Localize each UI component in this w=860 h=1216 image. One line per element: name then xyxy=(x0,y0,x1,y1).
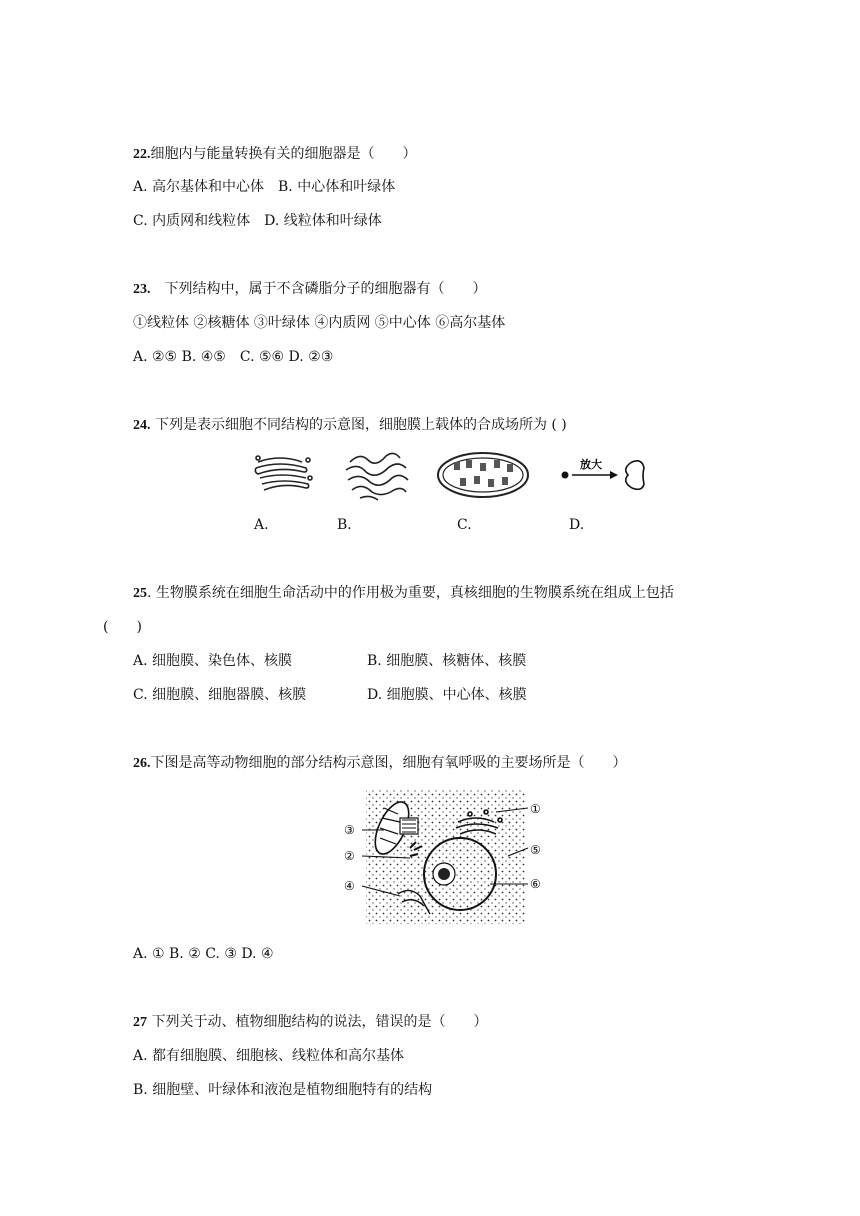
q26-options: A. ① B. ② C. ③ D. ④ xyxy=(133,946,274,962)
cell-label-3: ③ xyxy=(344,823,355,837)
q23-items: ①线粒体 ②核糖体 ③叶绿体 ④内质网 ⑤中心体 ⑥高尔基体 xyxy=(133,315,506,331)
q25-stem-text: . 生物膜系统在细胞生命活动中的作用极为重要，真核细胞的生物膜系统在组成上包括 xyxy=(147,585,674,601)
cell-label-5: ⑤ xyxy=(530,843,541,857)
cell-label-6: ⑥ xyxy=(530,877,541,891)
magnify-arrow-label: 放大 xyxy=(580,458,602,471)
q22-options-cd: C. 内质网和线粒体 D. 线粒体和叶绿体 xyxy=(133,213,382,229)
q25-paren: ( ) xyxy=(103,619,142,635)
golgi-apparatus-diagram xyxy=(255,456,312,490)
q24-figure xyxy=(250,448,670,508)
q27-stem xyxy=(133,1012,487,1033)
q27-option-a: A. 都有细胞膜、细胞核、线粒体和高尔基体 xyxy=(133,1048,405,1064)
q23-number: 23. xyxy=(133,282,151,297)
cell-label-2: ② xyxy=(344,849,355,863)
q22-options-ab: A. 高尔基体和中心体 B. 中心体和叶绿体 xyxy=(133,179,396,195)
q24-label-d: D. xyxy=(569,517,585,533)
q26-number: 26. xyxy=(133,756,151,771)
q26-stem xyxy=(133,753,627,774)
animal-cell-figure xyxy=(340,786,550,928)
q24-stem xyxy=(133,415,567,436)
q25-number: 25 xyxy=(133,586,147,601)
q25-option-c: C. 细胞膜、细胞器膜、核膜 xyxy=(133,687,307,703)
q25-option-a: A. 细胞膜、染色体、核膜 xyxy=(133,653,293,669)
nucleus-diagram xyxy=(424,838,496,910)
q25-option-b: B. 细胞膜、核糖体、核膜 xyxy=(367,653,527,669)
q22-stem-text: 细胞内与能量转换有关的细胞器是（ ） xyxy=(150,146,417,162)
q23-stem xyxy=(133,279,487,300)
chloroplast-diagram xyxy=(438,453,528,497)
q23-options: A. ②⑤ B. ④⑤ C. ⑤⑥ D. ②③ xyxy=(133,349,334,365)
q22-number: 22. xyxy=(133,147,151,162)
q26-stem-text: 下图是高等动物细胞的部分结构示意图，细胞有氧呼吸的主要场所是（ ） xyxy=(150,755,627,771)
q27-option-b: B. 细胞壁、叶绿体和液泡是植物细胞特有的结构 xyxy=(133,1082,433,1098)
q24-label-b: B. xyxy=(337,517,352,533)
q27-stem-text: 下列关于动、植物细胞结构的说法，错误的是（ ） xyxy=(147,1014,488,1030)
q25-option-d: D. 细胞膜、中心体、核膜 xyxy=(367,687,527,703)
q25-stem xyxy=(133,583,674,604)
q27-number: 27 xyxy=(133,1015,147,1030)
q23-stem-text: 下列结构中，属于不含磷脂分子的细胞器有（ ） xyxy=(150,281,487,297)
q22-stem xyxy=(133,144,417,165)
q24-number: 24. xyxy=(133,418,151,433)
q24-label-a: A. xyxy=(254,517,269,533)
centrosome-diagram xyxy=(562,457,645,489)
q24-stem-text: 下列是表示细胞不同结构的示意图，细胞膜上载体的合成场所为 ( ) xyxy=(150,417,567,433)
endoplasmic-reticulum-diagram xyxy=(346,453,408,500)
cell-label-4: ④ xyxy=(344,879,355,893)
q24-label-c: C. xyxy=(457,517,472,533)
cell-label-1: ① xyxy=(530,802,541,816)
